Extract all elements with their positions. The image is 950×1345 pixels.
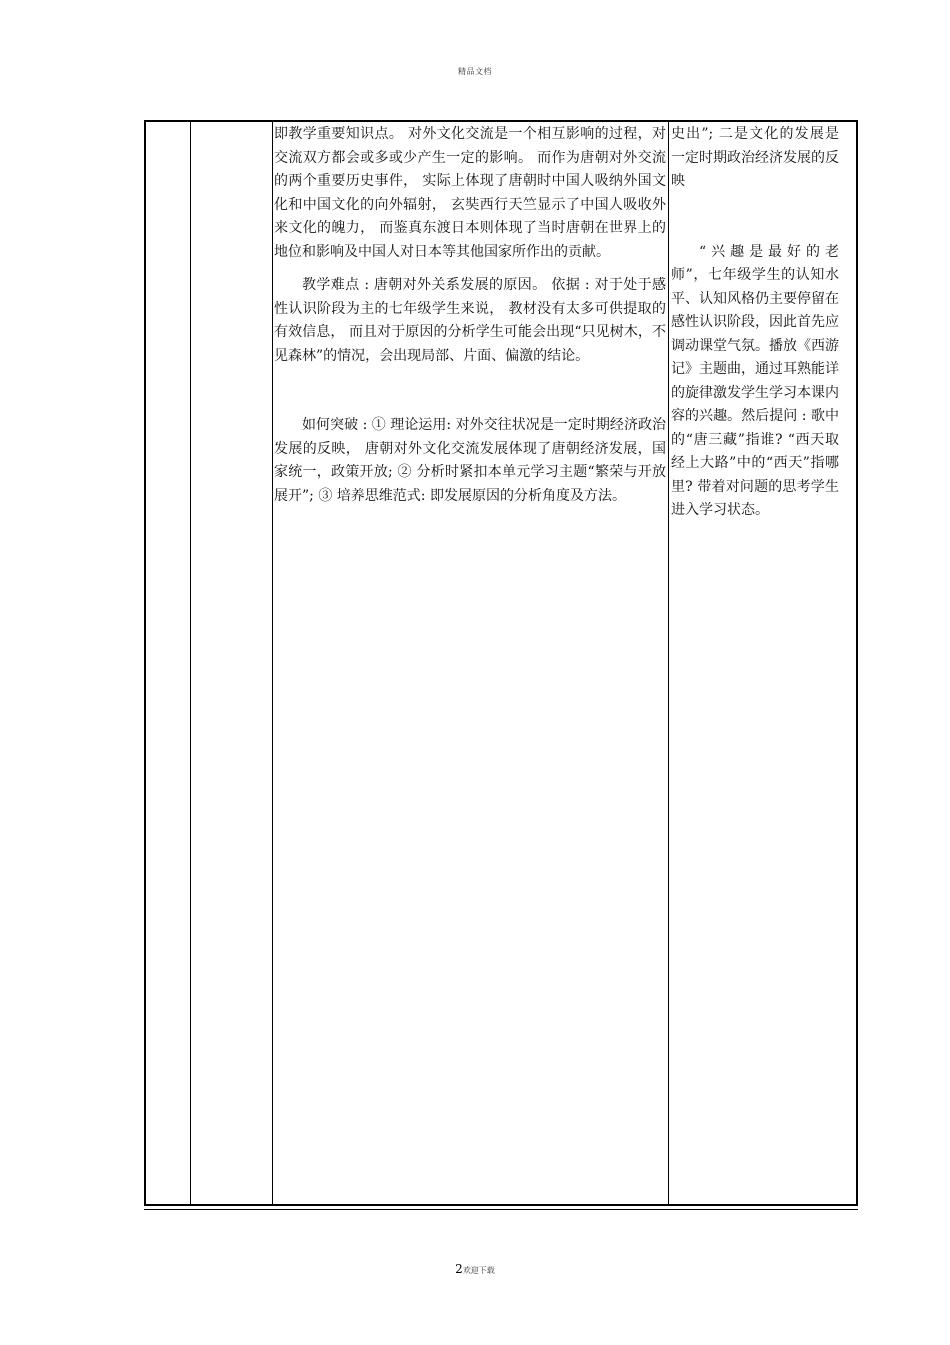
header-note: 精品文档 [458,67,492,76]
table-bottom-rule [144,1207,858,1210]
difficulty-paragraph: 教学难点 : 唐朝对外关系发展的原因。 依据 : 对于处于感性认识阶段为主的七年级学生来说， 教材没有太多可供提取的有效信息， 而且对于原因的分析学生可能会出现“只见树木，不见森林”的情况，会出现局部、片面、偏激的结论。 [274,277,666,364]
footer [0,1262,950,1276]
breakthrough-paragraph: 如何突破 : ① 理论运用: 对外交往状况是一定时期经济政治发展的反映， 唐朝对外文化交流发展体现了唐朝经济发展，国家统一，政策开放; ② 分析时紧扣本单元学习主题“繁荣与开放展开”; ③ 培养思维范式: 即发展原因的分析角度及方法。 [274,417,666,504]
spacer [671,194,839,241]
main-content-cell [274,123,666,508]
column-divider-3 [668,122,669,1204]
column-divider-2 [272,122,273,1204]
design-intent-paragraph-1: 史出”; 二是文化的发展是一定时期政治经济发展的反映 [671,126,839,189]
spacer [274,368,666,414]
footer-note: 欢迎下载 [462,1266,495,1275]
key-points-paragraph: 即教学重要知识点。 对外文化交流是一个相互影响的过程，对交流双方都会或多或少产生一定的影响。 而作为唐朝对外交流的两个重要历史事件， 实际上体现了唐朝时中国人吸纳外国文化和中国文化的向外辐射， 玄奘西行天竺显示了中国人吸收外来文化的魄力， 而鉴真东渡日本则体现了当时唐朝在世界上的地位和影响及中国人对日本等其他国家所作出的贡献。 [274,126,666,260]
page-number: 2 [455,1262,463,1276]
spacer [274,264,666,274]
design-intent-paragraph-2: “兴趣是最好的老师”，七年级学生的认知水平、认知风格仍主要停留在感性认识阶段，因此首先应调动课堂气氛。播放《西游记》主题曲，通过耳熟能详的旋律激发学生学习本课内容的兴趣。然后提问 : 歌中的“唐三藏”指谁? “西天取经上大路”中的“西天”指哪里? 带着对问题的思考学生进入学习状态。 [671,243,839,518]
lesson-table [144,120,858,1206]
design-intent-cell [671,123,839,523]
column-divider-1 [190,122,191,1204]
